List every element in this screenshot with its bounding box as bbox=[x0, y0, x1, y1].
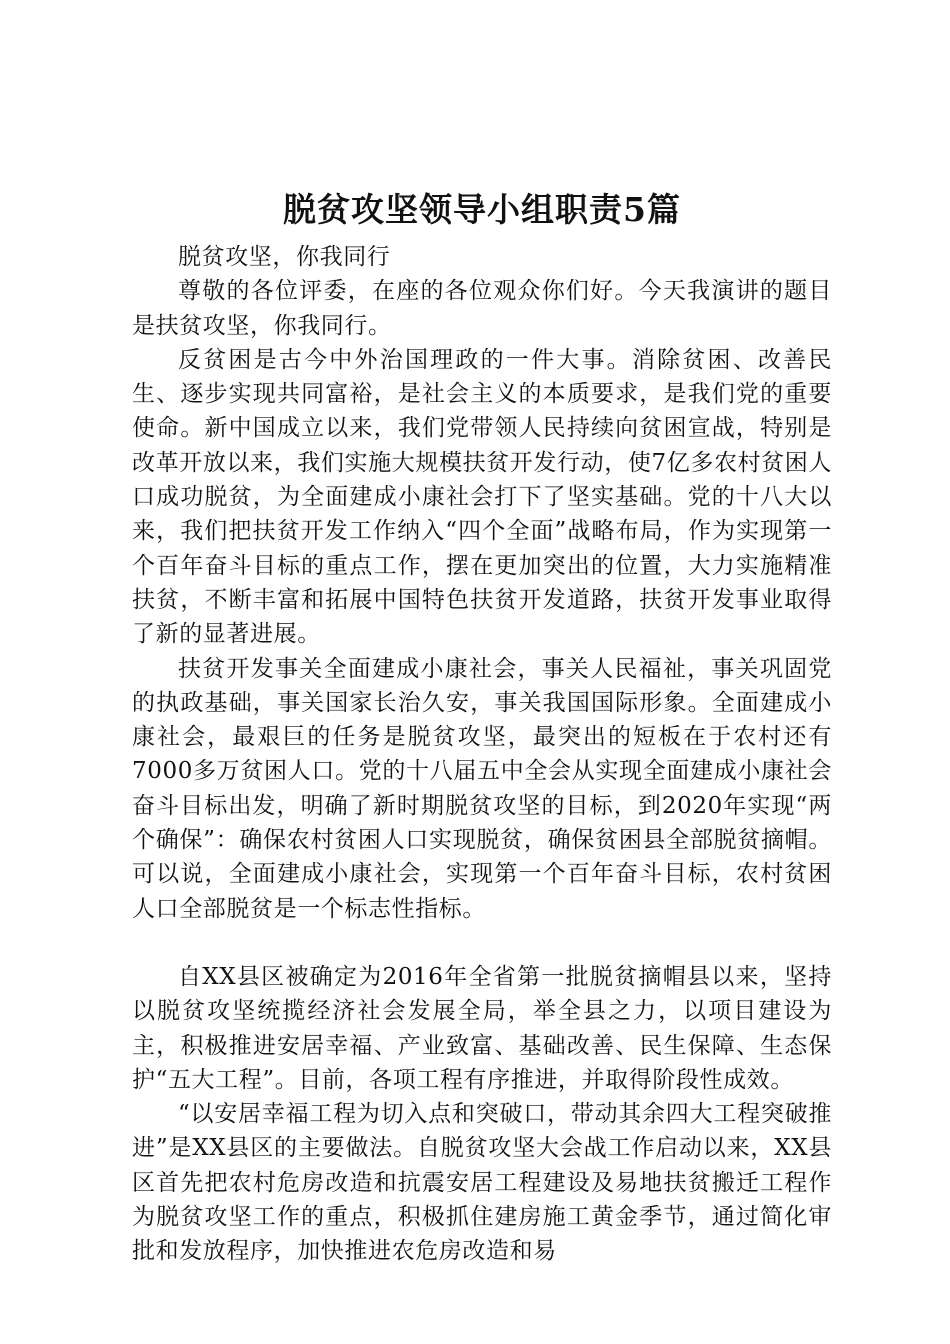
paragraph-greeting: 尊敬的各位评委，在座的各位观众你们好。今天我演讲的题目是扶贫攻坚，你我同行。 bbox=[132, 278, 832, 339]
paragraph-body: 反贫困是古今中外治国理政的一件大事。消除贫困、改善民生、逐步实现共同富裕，是社会主义的本质要求，是我们党的重要使命。新中国成立以来，我们党带领人民持续向贫困宣战，特别是改革开放以来，我们实施大规模扶贫开发行动，使7亿多农村贫困人口成功脱贫，为全面建成小康社会打下了坚实基础。党的十八大以来，我们把扶贫开发工作纳入“四个全面”战略布局，作为实现第一个百年奋斗目标的重点工作，摆在更加突出的位置，大力实施精准扶贫，不断丰富和拓展中国特色扶贫开发道路，扶贫开发事业取得了新的显著进展。 bbox=[132, 346, 832, 648]
paragraph-subtitle: 脱贫攻坚，你我同行 bbox=[178, 244, 391, 270]
paragraph-body: 扶贫开发事关全面建成小康社会，事关人民福祉，事关巩固党的执政基础，事关国家长治久安，事关我国国际形象。全面建成小康社会，最艰巨的任务是脱贫攻坚，最突出的短板在于农村还有7000多万贫困人口。党的十八届五中全会从实现全面建成小康社会奋斗目标出发，明确了新时期脱贫攻坚的目标，到2020年实现“两个确保”：确保农村贫困人口实现脱贫，确保贫困县全部脱贫摘帽。可以说，全面建成小康社会，实现第一个百年奋斗目标，农村贫困人口全部脱贫是一个标志性指标。 bbox=[132, 655, 832, 922]
document-page bbox=[132, 0, 832, 1344]
document-title: 脱贫攻坚领导小组职责5篇 bbox=[283, 190, 681, 229]
paragraph-body: “以安居幸福工程为切入点和突破口，带动其余四大工程突破推进”是XX县区的主要做法。自脱贫攻坚大会战工作启动以来，XX县区首先把农村危房改造和抗震安居工程建设及易地扶贫搬迁工程作为脱贫攻坚工作的重点，积极抓住建房施工黄金季节，通过简化审批和发放程序，加快推进农危房改造和易 bbox=[132, 1101, 832, 1265]
paragraph-body: 自XX县区被确定为2016年全省第一批脱贫摘帽县以来，坚持以脱贫攻坚统揽经济社会发展全局，举全县之力，以项目建设为主，积极推进安居幸福、产业致富、基础改善、民生保障、生态保护“五大工程”。目前，各项工程有序推进，并取得阶段性成效。 bbox=[132, 963, 832, 1093]
document-body bbox=[132, 240, 832, 1269]
